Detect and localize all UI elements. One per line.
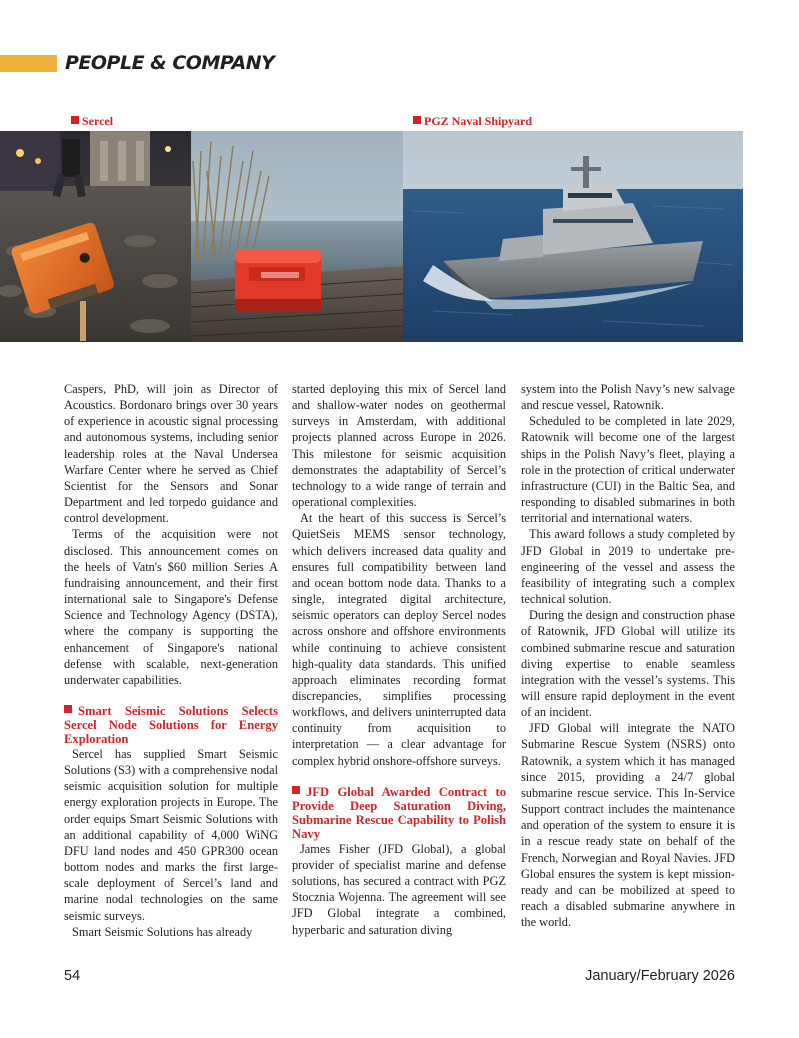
body-paragraph: JFD Global will integrate the NATO Submarine Rescue System (NSRS) onto Ratownik, a system which it has managed since 2015, providing a 24/7 global submarine rescue service. This In-Service Support contract includes the maintenance and operation of the system to ensure it is in a rescue ready state on behalf of the French, Norwegian and Royal Navies. JFD Global ensures the system is kept mission-ready and can be mobilized at speed to reach a disabled submarine anywhere in the world. xyxy=(521,721,735,930)
page-number: 54 xyxy=(64,968,81,984)
body-paragraph: started deploying this mix of Sercel land and shallow-water nodes on geothermal surveys in Amsterdam, with additional projects planned across Europe in 2026. This milestone for seismic acquisition demonstrates the adaptability of Sercel’s technology to a wide range of terrain and operational complexities. xyxy=(292,382,506,510)
photo-seismic-node-dock xyxy=(191,131,403,342)
photo-credit-sercel xyxy=(71,114,113,129)
body-paragraph: Smart Seismic Solutions has already xyxy=(72,924,253,939)
red-square-icon xyxy=(413,116,421,124)
body-paragraph: Terms of the acquisition were not disclosed. This announcement comes on the heels of Vatn's $60 million Series A fundraising announcement, and their first international sale to Singapore's Defense Science and Technology Agency (DSTA), where the company is supporting the enhancement of Singapore's national defense with scalable, next-generation underwater capabilities. xyxy=(64,527,278,687)
photo-credit-label: PGZ Naval Shipyard xyxy=(424,114,533,128)
photo-credit-label: Sercel xyxy=(82,114,114,128)
red-square-icon xyxy=(71,116,79,124)
article-column-1 xyxy=(64,381,278,940)
red-square-icon xyxy=(292,786,300,794)
issue-date: January/February 2026 xyxy=(585,968,735,984)
body-paragraph: Sercel has supplied Smart Seismic Solutions (S3) with a comprehensive nodal seismic acquisition solution for multiple energy exploration projects in Europe. The order equips Smart Seismic Solutions with an additional capability of 4,000 WiNG DFU land nodes and 450 GPR300 ocean bottom nodes and marks the first large-scale deployment of Sercel’s land and marine nodal technologies on the same seismic surveys. xyxy=(64,746,278,923)
photo-ratownik-vessel xyxy=(403,131,743,342)
news-headline-jfd-global xyxy=(292,785,506,841)
photo-credit-pgz xyxy=(413,114,532,129)
body-paragraph: James Fisher (JFD Global), a global provider of specialist marine and defense solutions, has secured a contract with PGZ Stocznia Wojenna. The agreement will see JFD Global integrate a combined, hyperbaric and saturation diving xyxy=(292,841,506,937)
body-paragraph: system into the Polish Navy’s new salvage and rescue vessel, Ratownik. xyxy=(521,382,735,413)
headline-text: Smart Seismic Solutions Selects Sercel Node Solutions for Energy Exploration xyxy=(64,703,278,746)
article-column-2 xyxy=(292,381,506,938)
red-square-icon xyxy=(64,705,72,713)
body-paragraph: Scheduled to be completed in late 2029, Ratownik will become one of the largest ships in the Polish Navy’s fleet, playing a role in the protection of critical underwater infrastructure (CUI) in the Baltic Sea, and responding to disabled submarines in both territorial and international waters. xyxy=(521,414,735,526)
body-paragraph: During the design and construction phase of Ratownik, JFD Global will utilize its combined submarine rescue and saturation diving expertise to enable seamless integration with the vessel’s systems. This will ensure rapid deployment in the event of an incident. xyxy=(521,608,735,720)
body-paragraph: Caspers, PhD, will join as Director of Acoustics. Bordonaro brings over 30 years of experience in acoustic signal processing and autonomous systems, including senior leadership roles at the Naval Undersea Warfare Center where he served as Chief Scientist for the Sensors and Sonar Department and led torpedo guidance and control development. xyxy=(64,382,278,526)
section-title: PEOPLE & COMPANY xyxy=(65,52,275,74)
headline-text: JFD Global Awarded Contract to Provide Deep Saturation Diving, Submarine Rescue Capability to Polish Navy xyxy=(292,784,506,841)
section-accent-bar xyxy=(0,55,57,72)
news-headline-smart-seismic xyxy=(64,704,278,746)
article-column-3 xyxy=(521,381,735,930)
body-paragraph: At the heart of this success is Sercel’s QuietSeis MEMS sensor technology, which delivers increased data quality and ensures full compatibility between land and ocean bottom node data. Thanks to a single, integrated digital architecture, seismic operators can deploy Sercel nodes across onshore and offshore environments while continuing to achieve consistent high-quality data standards. This unified approach eliminates recording format discrepancies, simplifies processing workflows, and delivers uninterrupted data continuity from acquisition to interpretation — a clear advantage for complex hybrid onshore-offshore surveys. xyxy=(292,511,506,768)
photo-seismic-node-street xyxy=(0,131,191,342)
body-paragraph: This award follows a study completed by JFD Global in 2019 to undertake pre-engineering of the vessel and assess the feasibility of integrating such a complex technical solution. xyxy=(521,527,735,607)
